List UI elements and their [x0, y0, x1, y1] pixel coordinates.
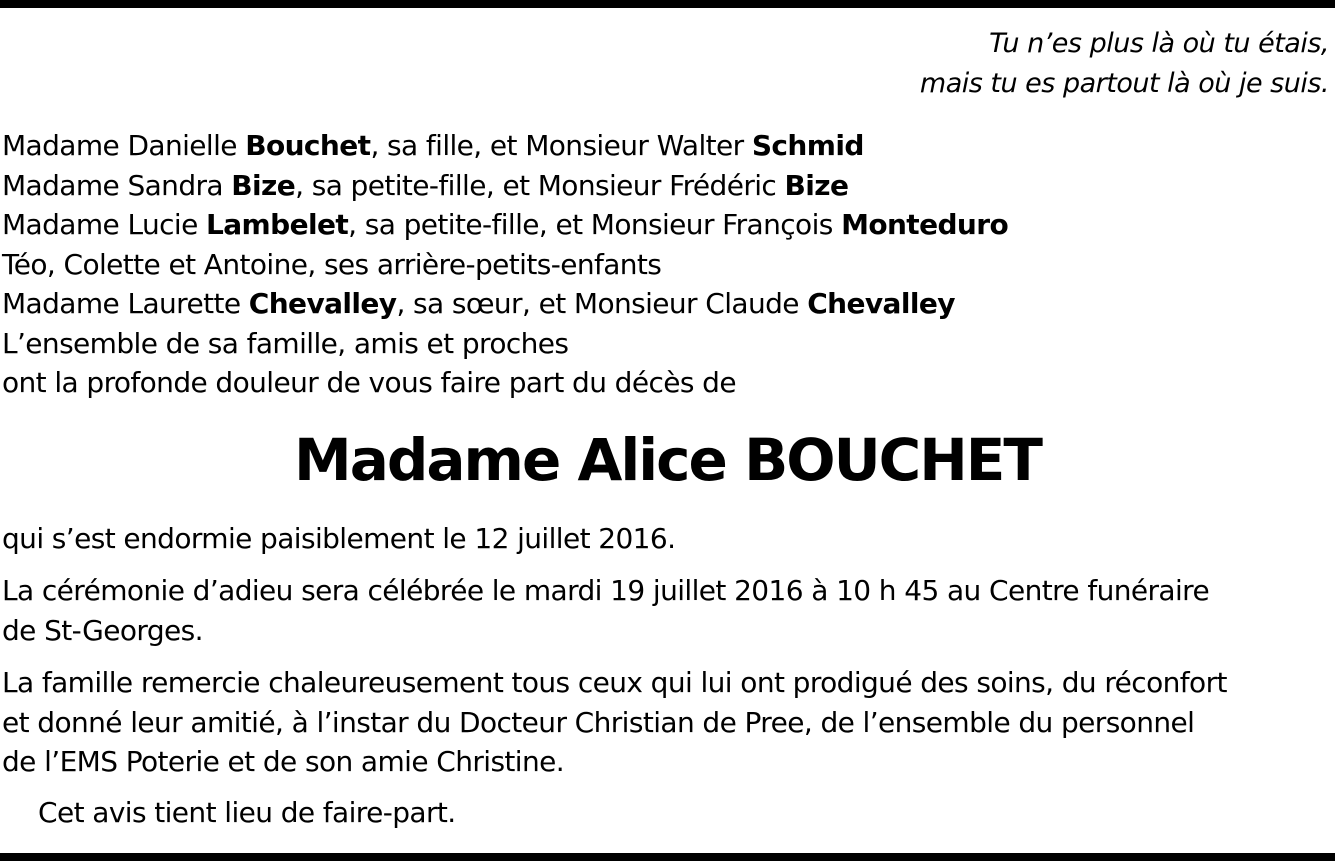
family-line-text: , sa fille, et Monsieur Walter [370, 129, 752, 162]
family-list [2, 126, 1008, 403]
top-border-rule [0, 0, 1335, 8]
epigraph [920, 24, 1329, 104]
family-line-text: Madame Laurette [2, 287, 249, 320]
closing-notice [38, 793, 456, 833]
ceremony-paragraph [2, 571, 1209, 650]
family-line-text: , sa petite-fille, et Monsieur Frédéric [295, 168, 785, 202]
family-surname: Monteduro [841, 208, 1009, 241]
thanks-line-1: La famille remercie chaleureusement tous ceux qui lui ont prodigué des soins, du réconfort [2, 666, 1227, 699]
family-surname: Bize [231, 168, 296, 202]
family-surname: Bouchet [245, 129, 371, 162]
family-surname: Schmid [751, 129, 864, 162]
family-line-text: Madame Lucie [2, 208, 207, 241]
family-surname: Bize [784, 168, 849, 202]
family-line-text: , sa petite-fille, et Monsieur François [348, 208, 842, 241]
thanks-line-2: et donné leur amitié, à l’instar du Docteur Christian de Pree, de l’ensemble du personnel [2, 705, 1195, 739]
epigraph-line-2: mais tu es partout là où je suis. [919, 68, 1329, 99]
family-surname: Chevalley [248, 287, 397, 320]
family-line [2, 126, 1008, 166]
family-surname: Lambelet [206, 208, 349, 241]
death-notice [2, 519, 675, 559]
family-line [2, 284, 1008, 324]
epigraph-line-1: Tu n’es plus là où tu étais, [989, 28, 1329, 59]
ceremony-line-1: La cérémonie d’adieu sera célébrée le mardi 19 juillet 2016 à 10 h 45 au Centre funéraire [2, 574, 1210, 607]
death-notice-text: qui s’est endormie paisiblement le 12 juillet 2016. [2, 522, 676, 555]
thanks-line-3: de l’EMS Poterie et de son amie Christine. [2, 745, 565, 778]
bottom-border-rule [0, 853, 1335, 861]
family-line-text: Madame Danielle [2, 129, 246, 162]
ceremony-line-2: de St-Georges. [2, 613, 203, 647]
announcement-line: ont la profonde douleur de vous faire part du décès de [2, 366, 736, 399]
family-line [2, 166, 1008, 206]
family-surname: Chevalley [807, 287, 955, 320]
family-line [2, 205, 1008, 245]
family-line: Téo, Colette et Antoine, ses arrière-petits-enfants [2, 247, 662, 281]
closing-notice-text: Cet avis tient lieu de faire-part. [38, 796, 456, 829]
deceased-name-heading: Madame Alice BOUCHET [294, 426, 1041, 494]
family-line-text: , sa sœur, et Monsieur Claude [396, 287, 808, 320]
family-line-text: Madame Sandra [2, 168, 232, 202]
thanks-paragraph [2, 663, 1227, 782]
family-line: L’ensemble de sa famille, amis et proches [2, 326, 569, 360]
